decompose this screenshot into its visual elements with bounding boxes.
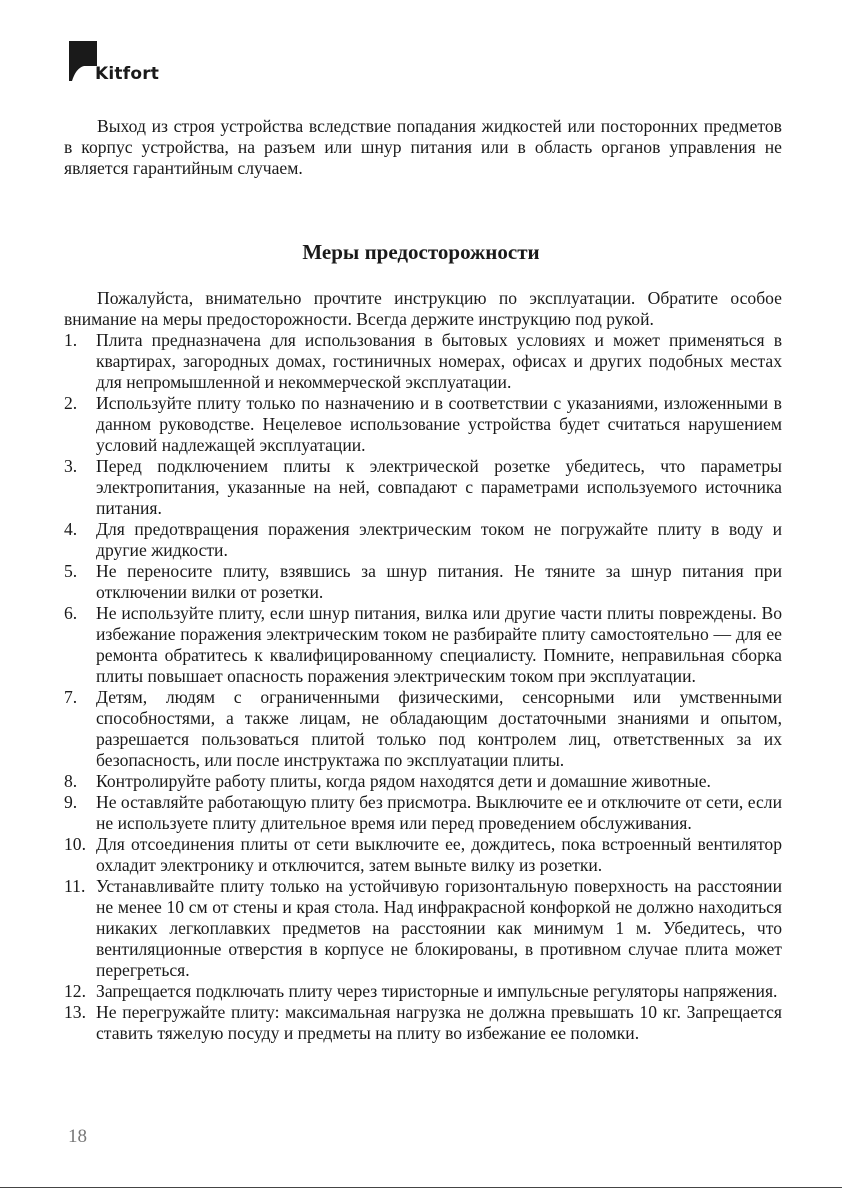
brand-name: Kitfort: [95, 64, 160, 84]
list-item: [64, 519, 782, 561]
item-text: Не перегружайте плиту: максимальная нагрузка не должна превышать 10 кг. Запрещается ставить тяжелую посуду и предметы на плиту во избежание ее поломки.: [96, 1002, 782, 1043]
item-text: Устанавливайте плиту только на устойчивую горизонтальную поверхность на расстоянии не менее 10 см от стены и края стола. Над инфракрасной конфоркой не должно находиться никаких легкоплавких предметов на расстоянии как минимум 1 м. Убедитесь, что вентиляционные отверстия в корпусе не блокированы, в противном случае плита может перегреться.: [96, 876, 782, 980]
item-number: 8.: [64, 771, 78, 791]
item-number: 12.: [64, 981, 86, 1001]
list-item: [64, 1002, 782, 1044]
page-number: 18: [68, 1126, 87, 1147]
item-text: Контролируйте работу плиты, когда рядом находятся дети и домашние животные.: [96, 771, 711, 791]
list-item: [64, 456, 782, 519]
list-item: [64, 687, 782, 771]
item-text: Для отсоединения плиты от сети выключите ее, дождитесь, пока встроенный вентилятор охладит электронику и отключится, затем выньте вилку из розетки.: [96, 834, 782, 875]
list-item: [64, 330, 782, 393]
item-text: Не используйте плиту, если шнур питания, вилка или другие части плиты повреждены. Во избежание поражения электрическим током не разбирайте плиту самостоятельно — для ее ремонта обратитесь к квалифицированному специалисту. Помните, неправильная сборка плиты повышает опасность поражения электрическим током при эксплуатации.: [96, 603, 782, 686]
item-number: 4.: [64, 519, 78, 539]
item-text: Не оставляйте работающую плиту без присмотра. Выключите ее и отключите от сети, если не используете плиту длительное время или перед проведением обслуживания.: [96, 792, 782, 833]
item-number: 3.: [64, 456, 78, 476]
item-number: 2.: [64, 393, 78, 413]
item-number: 9.: [64, 792, 78, 812]
item-number: 1.: [64, 330, 78, 350]
page-bottom-divider: [0, 1187, 842, 1188]
item-text: Для предотвращения поражения электрическим током не погружайте плиту в воду и другие жидкости.: [96, 519, 782, 560]
item-number: 5.: [64, 561, 78, 581]
item-number: 6.: [64, 603, 78, 623]
warranty-paragraph: Выход из строя устройства вследствие попадания жидкостей или посторонних предметов в корпус устройства, на разъем или шнур питания или в область органов управления не является гарантийным случаем.: [64, 116, 782, 178]
list-item: [64, 393, 782, 456]
section-title: Меры предосторожности: [302, 240, 540, 264]
precautions-list: [64, 330, 782, 1044]
list-item: [64, 792, 782, 834]
list-item: [64, 561, 782, 603]
item-text: Используйте плиту только по назначению и в соответствии с указаниями, изложенными в данном руководстве. Нецелевое использование устройства будет считаться нарушением условий надлежащей эксплуатации.: [96, 393, 782, 455]
item-number: 7.: [64, 687, 78, 707]
kitfort-logo: [66, 38, 206, 90]
item-number: 11.: [64, 876, 86, 896]
item-text: Перед подключением плиты к электрической розетке убедитесь, что параметры электропитания, указанные на ней, совпадают с параметрами используемого источника питания.: [96, 456, 782, 518]
item-text: Запрещается подключать плиту через тиристорные и импульсные регуляторы напряжения.: [96, 981, 778, 1001]
list-item: [64, 981, 782, 1002]
list-item: [64, 876, 782, 981]
item-number: 10.: [64, 834, 86, 854]
item-text: Плита предназначена для использования в бытовых условиях и может применяться в квартирах, загородных домах, гостиничных номерах, офисах и других подобных местах для непромышленной и некоммерческой эксплуатации.: [96, 330, 782, 392]
list-item: [64, 603, 782, 687]
list-item: [64, 771, 782, 792]
list-item: [64, 834, 782, 876]
item-number: 13.: [64, 1002, 86, 1022]
lead-paragraph: Пожалуйста, внимательно прочтите инструкцию по эксплуатации. Обратите особое внимание на меры предосторожности. Всегда держите инструкцию под рукой.: [64, 288, 782, 329]
item-text: Не переносите плиту, взявшись за шнур питания. Не тяните за шнур питания при отключении вилки от розетки.: [96, 561, 782, 602]
item-text: Детям, людям с ограниченными физическими, сенсорными или умственными способностями, а также лицам, не обладающим достаточными знаниями и опытом, разрешается пользоваться плитой только под контролем лиц, ответственных за их безопасность, или после инструктажа по эксплуатации плиты.: [96, 687, 782, 770]
